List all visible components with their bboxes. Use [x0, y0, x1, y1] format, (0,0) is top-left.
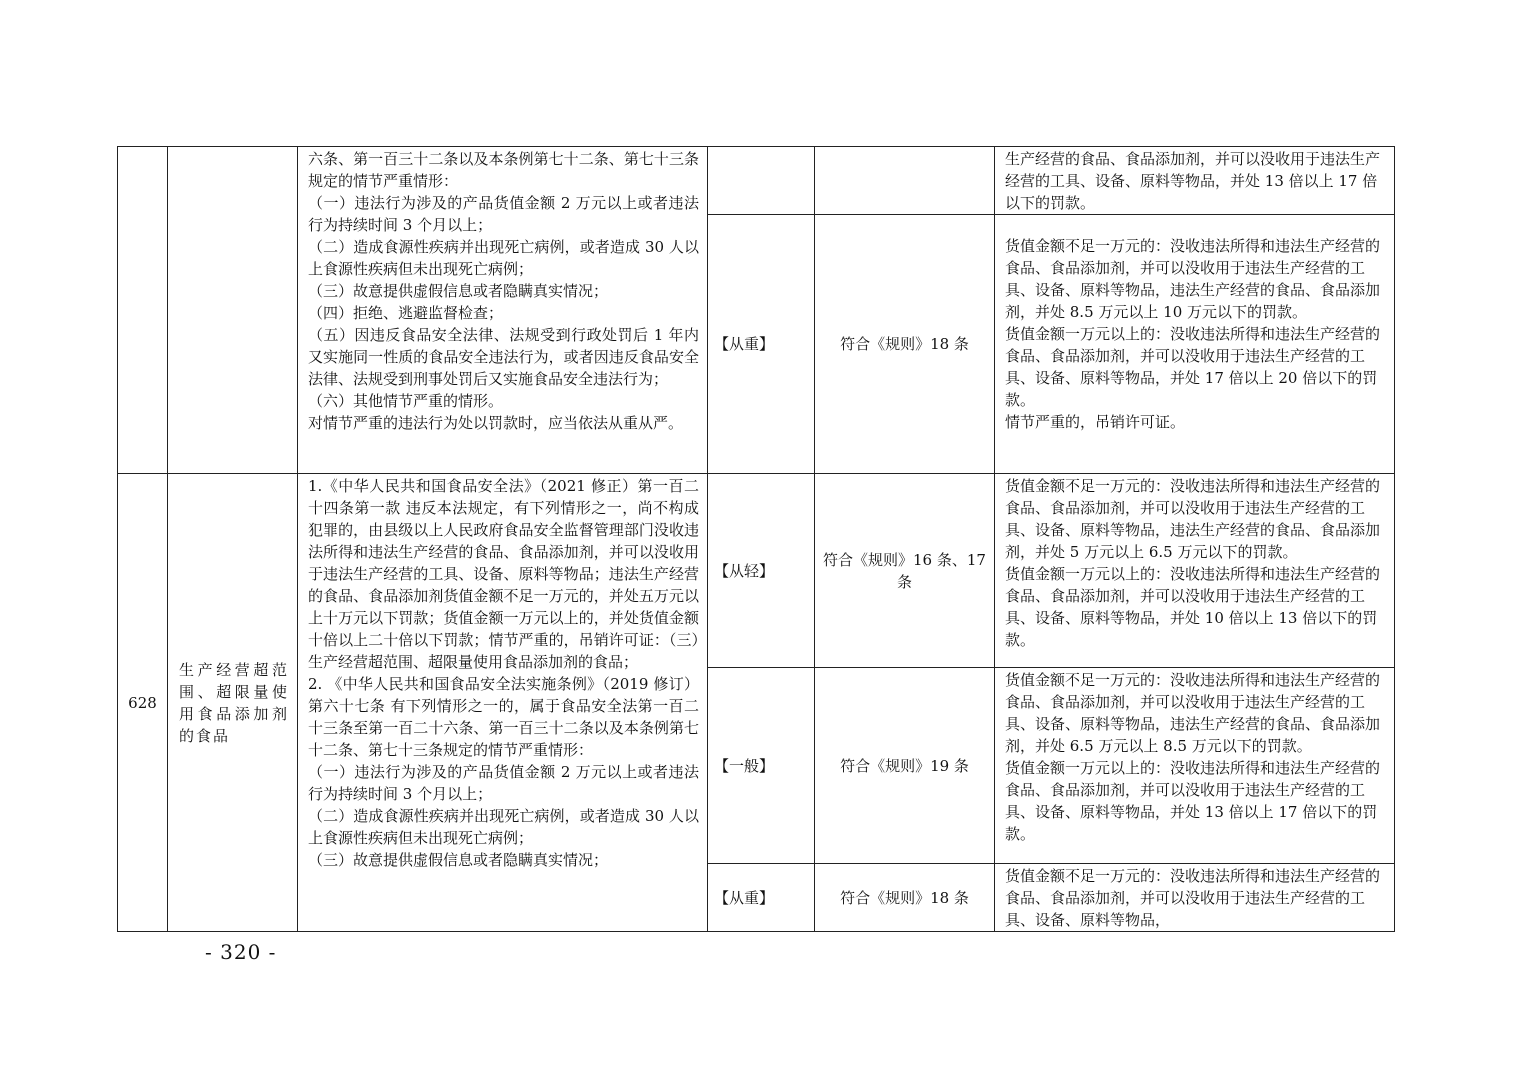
- legal-basis-text: 六条、第一百三十二条以及本条例第七十二条、第七十三条规定的情节严重情形： （一）违法行为涉及的产品货值金额 2 万元以上或者违法行为持续时间 3 个月以上； （二）造成食源性疾病并出现死亡病例，或者造成 30 人以上食源性疾病但未出现死亡病例； （三）故意提供虚假信息或者隐瞒真实情况； （四）拒绝、逃避监督检查； （五）因违反食品安全法律、法规受到行政处罚后 1 年内又实施同一性质的食品安全违法行为，或者因违反食品安全法律、法规受到刑事处罚后又实施食品安全违法行为； （六）其他情节严重的情形。 对情节严重的违法行为处以罚款时，应当依法从重从严。: [308, 150, 699, 432]
- penalty-text: 货值金额不足一万元的：没收违法所得和违法生产经营的食品、食品添加剂，并可以没收用于违法生产经营的工具、设备、原料等物品，违法生产经营的食品、食品添加剂，并处 6.5 万元以上 8.5 万元以下的罚款。 货值金额一万元以上的：没收违法所得和违法生产经营的食品、食品添加剂，并可以没收用于违法生产经营的工具、设备、原料等物品，并处 13 倍以上 17 倍以下的罚款。: [1005, 671, 1381, 843]
- discretion-level-cell: [708, 147, 815, 215]
- applicable-rule-cell: [815, 668, 995, 864]
- penalty-cell: [995, 864, 1395, 932]
- legal-basis-cell: [298, 474, 708, 932]
- discretion-level: 【从重】: [714, 335, 775, 353]
- item-number: 628: [128, 693, 157, 712]
- penalty-cell: [995, 668, 1395, 864]
- discretion-level: 【一般】: [714, 756, 775, 775]
- number-cell: [118, 147, 168, 474]
- applicable-rule-cell: [815, 147, 995, 215]
- number-cell: [118, 474, 168, 932]
- applicable-rule: 符合《规则》18 条: [840, 888, 969, 907]
- applicable-rule-cell: [815, 474, 995, 668]
- applicable-rule: 符合《规则》18 条: [840, 335, 969, 353]
- table-row: [118, 147, 1395, 215]
- item-name: 生产经营超范围、超限量使用食品添加剂的食品: [179, 660, 289, 745]
- legal-basis-cell: [298, 147, 708, 474]
- item-name-cell: [168, 474, 298, 932]
- discretion-level-cell: [708, 864, 815, 932]
- applicable-rule: 符合《规则》16 条、17 条: [823, 550, 986, 591]
- discretion-level: 【从轻】: [714, 561, 775, 580]
- penalty-text: 生产经营的食品、食品添加剂，并可以没收用于违法生产经营的工具、设备、原料等物品，并处 13 倍以上 17 倍以下的罚款。: [1005, 150, 1381, 212]
- discretion-level-cell: [708, 668, 815, 864]
- applicable-rule: 符合《规则》19 条: [840, 756, 969, 775]
- page-number: - 320 -: [205, 940, 277, 964]
- legal-basis-text: 1.《中华人民共和国食品安全法》（2021 修正）第一百二十四条第一款 违反本法规定，有下列情形之一，尚不构成犯罪的，由县级以上人民政府食品安全监督管理部门没收违法所得和违法生产经营的食品、食品添加剂，并可以没收用于违法生产经营的工具、设备、原料等物品；违法生产经营的食品、食品添加剂货值金额不足一万元的，并处五万元以上十万元以下罚款；货值金额一万元以上的，并处货值金额十倍以上二十倍以下罚款；情节严重的，吊销许可证：（三）生产经营超范围、超限量使用食品添加剂的食品； 2. 《中华人民共和国食品安全法实施条例》（2019 修订）第六十七条 有下列情形之一的，属于食品安全法第一百二十三条至第一百二十六条、第一百三十二条以及本条例第七十二条、第七十三条规定的情节严重情形： （一）违法行为涉及的产品货值金额 2 万元以上或者违法行为持续时间 3 个月以上； （二）造成食源性疾病并出现死亡病例，或者造成 30 人以上食源性疾病但未出现死亡病例； （三）故意提供虚假信息或者隐瞒真实情况；: [308, 477, 699, 869]
- table-row: [118, 474, 1395, 668]
- penalty-cell: [995, 215, 1395, 474]
- penalty-cell: [995, 147, 1395, 215]
- penalty-text: 货值金额不足一万元的：没收违法所得和违法生产经营的食品、食品添加剂，并可以没收用于违法生产经营的工具、设备、原料等物品，违法生产经营的食品、食品添加剂，并处 5 万元以上 6.5 万元以下的罚款。 货值金额一万元以上的：没收违法所得和违法生产经营的食品、食品添加剂，并可以没收用于违法生产经营的工具、设备、原料等物品，并处 10 倍以上 13 倍以下的罚款。: [1005, 477, 1381, 649]
- penalty-text: 货值金额不足一万元的：没收违法所得和违法生产经营的食品、食品添加剂，并可以没收用于违法生产经营的工具、设备、原料等物品，: [1005, 867, 1381, 929]
- item-name-cell: [168, 147, 298, 474]
- penalty-text: 货值金额不足一万元的：没收违法所得和违法生产经营的食品、食品添加剂，并可以没收用于违法生产经营的工具、设备、原料等物品，违法生产经营的食品、食品添加剂，并处 8.5 万元以上 10 万元以下的罚款。 货值金额一万元以上的：没收违法所得和违法生产经营的食品、食品添加剂，并可以没收用于违法生产经营的工具、设备、原料等物品，并处 17 倍以上 20 倍以下的罚款。 情节严重的，吊销许可证。: [1005, 237, 1381, 431]
- discretion-level: 【从重】: [714, 888, 775, 907]
- penalty-standards-table: [117, 146, 1395, 932]
- applicable-rule-cell: [815, 215, 995, 474]
- discretion-level-cell: [708, 474, 815, 668]
- discretion-level-cell: [708, 215, 815, 474]
- applicable-rule-cell: [815, 864, 995, 932]
- penalty-cell: [995, 474, 1395, 668]
